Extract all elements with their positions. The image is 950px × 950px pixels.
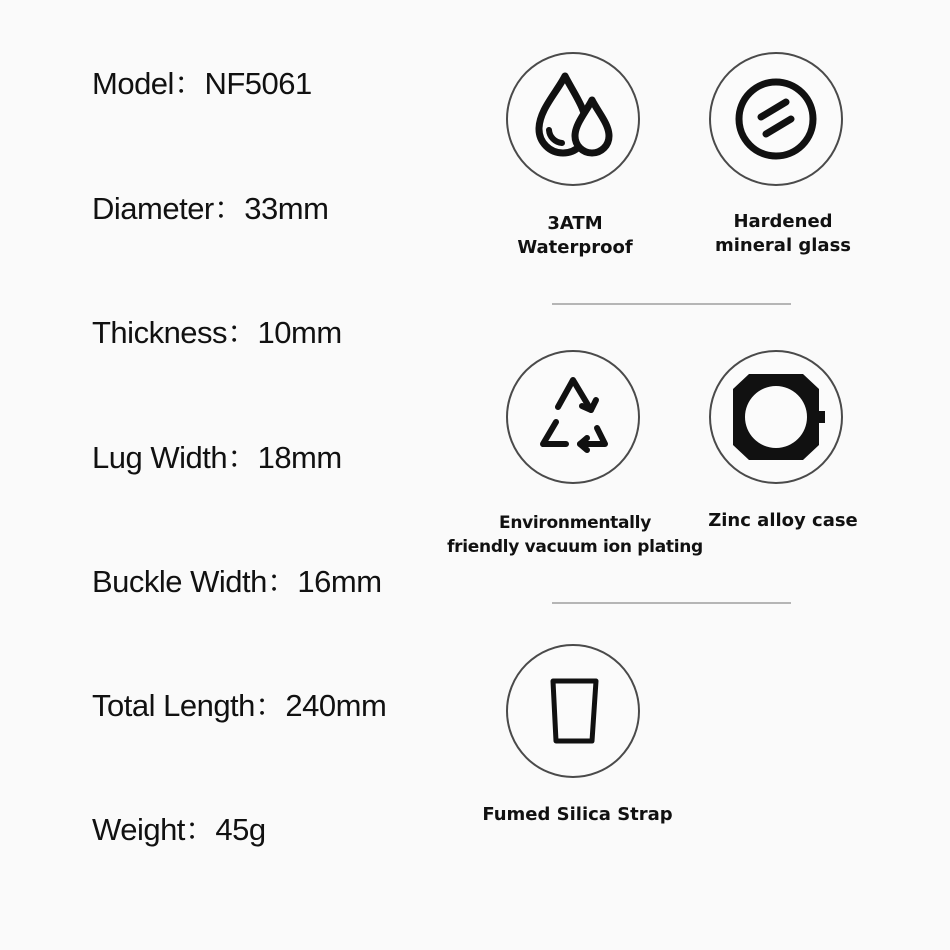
spec-value: 18mm bbox=[257, 440, 342, 475]
spec-separator: ： bbox=[266, 564, 298, 599]
caption-line: friendly vacuum ion plating bbox=[447, 537, 703, 557]
feature-plating-caption bbox=[440, 511, 710, 559]
caption-line: mineral glass bbox=[714, 235, 852, 256]
spec-label: Weight bbox=[92, 812, 185, 847]
strap-icon bbox=[508, 646, 638, 776]
spec-value: 45g bbox=[215, 812, 266, 847]
spec-label: Lug Width bbox=[92, 440, 228, 475]
feature-strap-circle bbox=[506, 644, 640, 778]
spec-thickness bbox=[92, 317, 342, 348]
feature-waterproof-caption bbox=[475, 212, 675, 260]
feature-waterproof-circle bbox=[506, 52, 640, 186]
spec-value: 240mm bbox=[285, 688, 387, 723]
spec-separator: ： bbox=[254, 688, 286, 723]
spec-model bbox=[92, 68, 312, 99]
caption-line: Fumed Silica Strap bbox=[482, 804, 673, 825]
caption-line: Environmentally bbox=[499, 513, 651, 533]
glass-icon bbox=[711, 54, 841, 184]
feature-plating-circle bbox=[506, 350, 640, 484]
spec-separator: ： bbox=[227, 440, 258, 475]
caption-line: Hardened bbox=[733, 211, 833, 232]
water-drops-icon bbox=[508, 54, 638, 184]
spec-label: Thickness bbox=[92, 315, 228, 350]
feature-glass-caption bbox=[683, 210, 883, 258]
divider bbox=[552, 602, 791, 604]
spec-value: 10mm bbox=[257, 315, 342, 350]
caption-line: 3ATM bbox=[547, 213, 603, 234]
spec-label: Total Length bbox=[92, 688, 255, 723]
feature-strap-caption bbox=[450, 803, 705, 827]
watch-case-icon bbox=[711, 352, 841, 482]
feature-case-caption bbox=[683, 509, 883, 533]
recycle-icon bbox=[508, 352, 638, 482]
spec-total-length bbox=[92, 690, 386, 721]
caption-line: Waterproof bbox=[517, 237, 633, 258]
spec-label: Model bbox=[92, 66, 174, 101]
spec-value: 33mm bbox=[244, 191, 329, 226]
spec-separator: ： bbox=[227, 315, 258, 350]
spec-separator: ： bbox=[184, 812, 216, 847]
spec-label: Buckle Width bbox=[92, 564, 267, 599]
spec-value: 16mm bbox=[297, 564, 382, 599]
spec-separator: ： bbox=[173, 66, 205, 101]
feature-case-circle bbox=[709, 350, 843, 484]
feature-glass-circle bbox=[709, 52, 843, 186]
divider bbox=[552, 303, 791, 305]
spec-value: NF5061 bbox=[204, 66, 312, 101]
caption-line: Zinc alloy case bbox=[708, 510, 858, 531]
spec-separator: ： bbox=[213, 191, 245, 226]
spec-buckle-width bbox=[92, 566, 382, 597]
spec-lug-width bbox=[92, 442, 342, 473]
spec-diameter bbox=[92, 193, 328, 224]
spec-weight bbox=[92, 814, 266, 845]
spec-label: Diameter bbox=[92, 191, 214, 226]
